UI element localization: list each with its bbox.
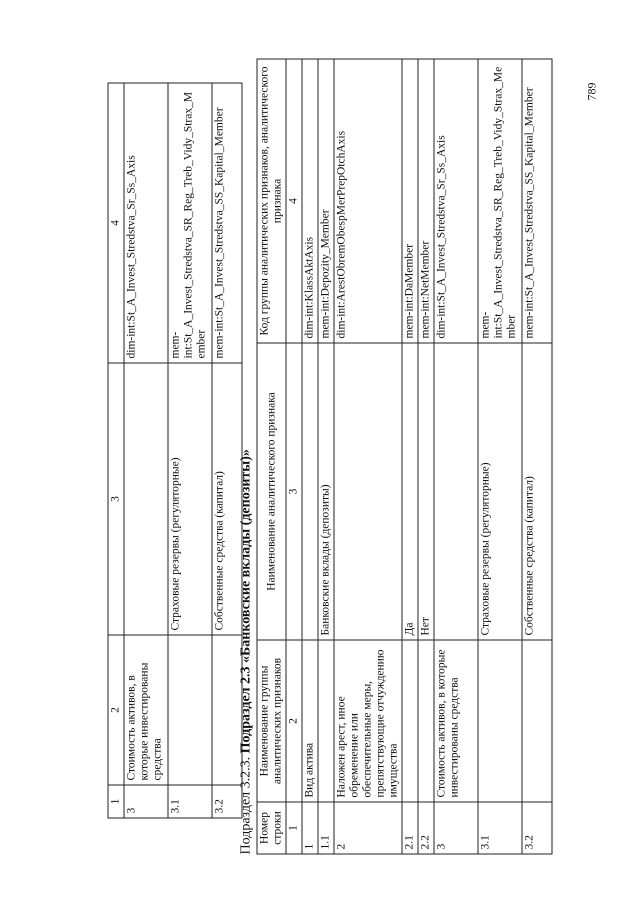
feature-name	[124, 363, 168, 635]
group-name	[212, 635, 242, 785]
table-row	[168, 83, 212, 818]
group-name	[168, 635, 212, 785]
row-number: 3.1	[478, 802, 522, 854]
feature-code: mem-int:St_A_Invest_Stredstva_SS_Kapital_Member	[212, 83, 242, 363]
feature-code: dim-int:St_A_Invest_Stredstva_Sr_Ss_Axis	[434, 59, 478, 343]
row-number: 3.2	[522, 802, 552, 854]
table-column-numbers	[108, 83, 124, 818]
row-number: 1	[302, 802, 318, 854]
table-row	[302, 59, 318, 854]
feature-code: mem-int:Depozity_Member	[318, 59, 334, 343]
feature-name	[302, 343, 318, 640]
feature-name: Собственные средства (капитал)	[212, 363, 242, 635]
group-name	[478, 640, 522, 802]
table-row	[124, 83, 168, 818]
table-row	[402, 59, 418, 854]
group-name: Стоимость активов, в которые инвестированы средства	[434, 640, 478, 802]
group-name: Стоимость активов, в которые инвестированы средства	[124, 635, 168, 785]
feature-code: dim-int:KlassAktAxis	[302, 59, 318, 343]
feature-code: mem-int:St_A_Invest_Stredstva_SR_Reg_Treb_Vidy_Strax_Member	[168, 83, 212, 363]
table-row	[334, 59, 402, 854]
page-number: 789	[584, 82, 599, 101]
section-heading	[239, 449, 255, 854]
row-number: 3.2	[212, 785, 242, 818]
row-number: 2.1	[402, 802, 418, 854]
table-continuation	[108, 83, 243, 819]
row-number: 3.1	[168, 785, 212, 818]
col-number-1: 1	[108, 785, 124, 818]
group-name	[402, 640, 418, 802]
table-row	[318, 59, 334, 854]
feature-name: Да	[402, 343, 418, 640]
feature-code: mem-int:St_A_Invest_Stredstva_SS_Kapital_Member	[522, 59, 552, 343]
row-number: 3	[434, 802, 478, 854]
table-row	[522, 59, 552, 854]
header-feature-name: Наименование аналитического признака	[257, 343, 286, 640]
feature-code: dim-int:St_A_Invest_Stredstva_Sr_Ss_Axis	[124, 83, 168, 363]
header-group-name: Наименование группы аналитических признаков	[257, 640, 286, 802]
feature-name: Собственные средства (капитал)	[522, 343, 552, 640]
row-number: 1.1	[318, 802, 334, 854]
section-title: Подраздел 2.3 «Банковские вклады (депозиты)»	[238, 449, 254, 754]
table-column-numbers	[286, 59, 302, 854]
feature-code: mem-int:DaMember	[402, 59, 418, 343]
rotated-page	[1, 0, 640, 905]
row-number: 3	[124, 785, 168, 818]
feature-code: dim-int:ArestObremObespMerPrepOtchAxis	[334, 59, 402, 343]
group-name	[522, 640, 552, 802]
col-number-4: 4	[108, 83, 124, 363]
table-row	[212, 83, 242, 818]
feature-name: Страховые резервы (регуляторные)	[478, 343, 522, 640]
feature-name: Банковские вклады (депозиты)	[318, 343, 334, 640]
feature-name	[334, 343, 402, 640]
col-number-1: 1	[286, 802, 302, 854]
col-number-3: 3	[286, 343, 302, 640]
group-name	[418, 640, 434, 802]
col-number-2: 2	[286, 640, 302, 802]
feature-name: Страховые резервы (регуляторные)	[168, 363, 212, 635]
row-number: 2	[334, 802, 402, 854]
group-name	[318, 640, 334, 802]
feature-name	[434, 343, 478, 640]
table-row	[434, 59, 478, 854]
group-name: Вид актива	[302, 640, 318, 802]
feature-code: mem-int:St_A_Invest_Stredstva_SR_Reg_Treb_Vidy_Strax_Member	[478, 59, 522, 343]
header-feature-code: Код группы аналитических признаков, аналитического признака	[257, 59, 286, 343]
table-row	[418, 59, 434, 854]
section-prefix: Подраздел 3.2.3.	[238, 756, 254, 855]
feature-code: mem-int:NetMember	[418, 59, 434, 343]
col-number-4: 4	[286, 59, 302, 343]
header-row-number: Номер строки	[257, 802, 286, 854]
table-header	[257, 59, 286, 854]
feature-name: Нет	[418, 343, 434, 640]
group-name: Наложен арест, иное обременение или обеспечительные меры, препятствующие отчуждению имущества	[334, 640, 402, 802]
col-number-3: 3	[108, 363, 124, 635]
bank-deposits-table	[257, 59, 553, 855]
col-number-2: 2	[108, 635, 124, 785]
row-number: 2.2	[418, 802, 434, 854]
table-row	[478, 59, 522, 854]
